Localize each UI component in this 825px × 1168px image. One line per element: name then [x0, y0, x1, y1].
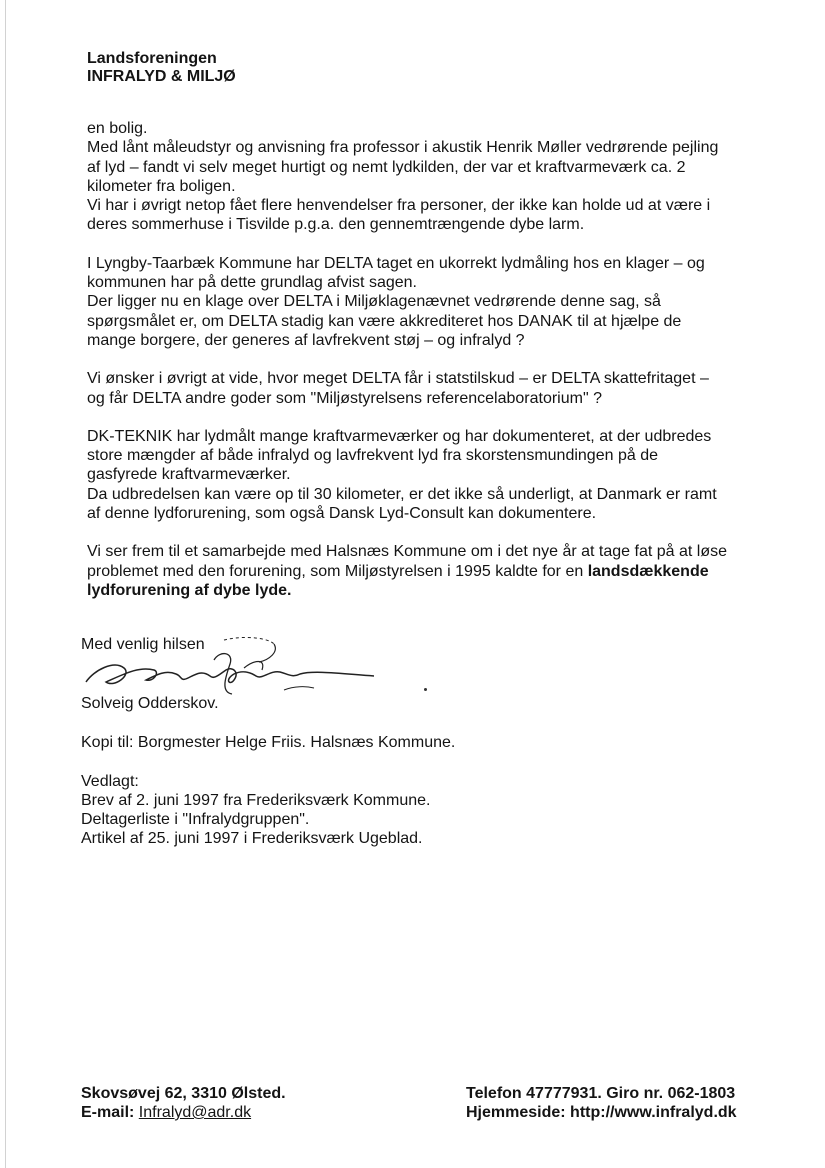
body-line-emphasis: lydforurening af dybe lyde. [87, 581, 292, 599]
footer-email-label: E-mail: [81, 1104, 139, 1121]
footer-email-line [81, 1103, 286, 1122]
body-line [87, 562, 767, 581]
body-line: gasfyrede kraftvarmeværker. [87, 466, 291, 484]
body-line: kommunen har på dette grundlag afvist sagen. [87, 274, 417, 292]
body-line: spørgsmålet er, om DELTA stadig kan være akkrediteret hos DANAK til at hjælpe de [87, 312, 682, 330]
body-line: Vi ser frem til et samarbejde med Halsnæs Kommune om i det nye år at tage fat på at løse [87, 543, 727, 561]
footer-contact-left [81, 1084, 286, 1122]
letter-body [87, 119, 767, 600]
signer-name: Solveig Odderskov. [81, 695, 219, 712]
copy-to-line: Kopi til: Borgmester Helge Friis. Halsnæs Kommune. [81, 734, 456, 751]
body-line: Vi ønsker i øvrigt at vide, hvor meget DELTA får i statstilskud – er DELTA skattefritaget – [87, 370, 709, 388]
email-link[interactable]: Infralyd@adr.dk [138, 1104, 252, 1121]
footer-homepage: Hjemmeside: http://www.infralyd.dk [466, 1104, 737, 1121]
body-line: Vi har i øvrigt netop fået flere henvendelser fra personer, der ikke kan holde ud at være i [87, 197, 711, 215]
enclosure-item: Artikel af 25. juni 1997 i Frederiksværk Ugeblad. [81, 830, 423, 847]
footer-address: Skovsøvej 62, 3310 Ølsted. [81, 1085, 286, 1102]
scan-speck [424, 688, 427, 691]
footer-contact-right [466, 1084, 737, 1122]
enclosures-heading: Vedlagt: [81, 773, 139, 790]
body-text-normal: problemet med den forurening, som Miljøstyrelsen i 1995 kaldte for en [87, 562, 588, 580]
body-line: mange borgere, der generes af lavfrekvent støj – og infralyd ? [87, 331, 525, 349]
org-name-line2: INFRALYD & MILJØ [87, 68, 236, 85]
body-line: af lyd – fandt vi selv meget hurtigt og nemt lydkilden, der var et kraftvarmeværk ca. 2 [87, 158, 686, 176]
body-line: Med lånt måleudstyr og anvisning fra professor i akustik Henrik Møller vedrørende pejling [87, 139, 719, 157]
body-line: store mængder af både infralyd og lavfrekvent lyd fra skorstensmundingen på de [87, 447, 658, 465]
scan-edge-line [5, 0, 6, 1168]
footer-phone-giro: Telefon 47777931. Giro nr. 062-1803 [466, 1085, 736, 1102]
body-line: kilometer fra boligen. [87, 177, 236, 195]
body-line: I Lyngby-Taarbæk Kommune har DELTA taget en ukorrekt lydmåling hos en klager – og [87, 254, 705, 272]
enclosure-item: Deltagerliste i "Infralydgruppen". [81, 811, 310, 828]
body-line: en bolig. [87, 120, 148, 137]
enclosure-item: Brev af 2. juni 1997 fra Frederiksværk Kommune. [81, 792, 431, 809]
body-line: DK-TEKNIK har lydmålt mange kraftvarmeværker og har dokumenteret, at der udbredes [87, 427, 712, 445]
body-line: deres sommerhuse i Tisvilde p.g.a. den gennemtrængende dybe larm. [87, 216, 585, 234]
body-line: Da udbredelsen kan være op til 30 kilometer, er det ikke så underligt, at Danmark er ramt [87, 485, 717, 503]
enclosures [81, 772, 430, 848]
org-name-line1: Landsforeningen [87, 50, 217, 67]
body-line: af denne lydforurening, som også Dansk Lyd-Consult kan dokumentere. [87, 505, 597, 523]
body-line: og får DELTA andre goder som "Miljøstyrelsens referencelaboratorium" ? [87, 389, 602, 407]
signature-image [84, 630, 384, 700]
body-line: Der ligger nu en klage over DELTA i Miljøklagenævnet vedrørende denne sag, så [87, 293, 661, 311]
body-text-emphasis: landsdækkende [587, 562, 709, 580]
salutation: Med venlig hilsen [81, 636, 205, 653]
letterhead [87, 50, 236, 86]
